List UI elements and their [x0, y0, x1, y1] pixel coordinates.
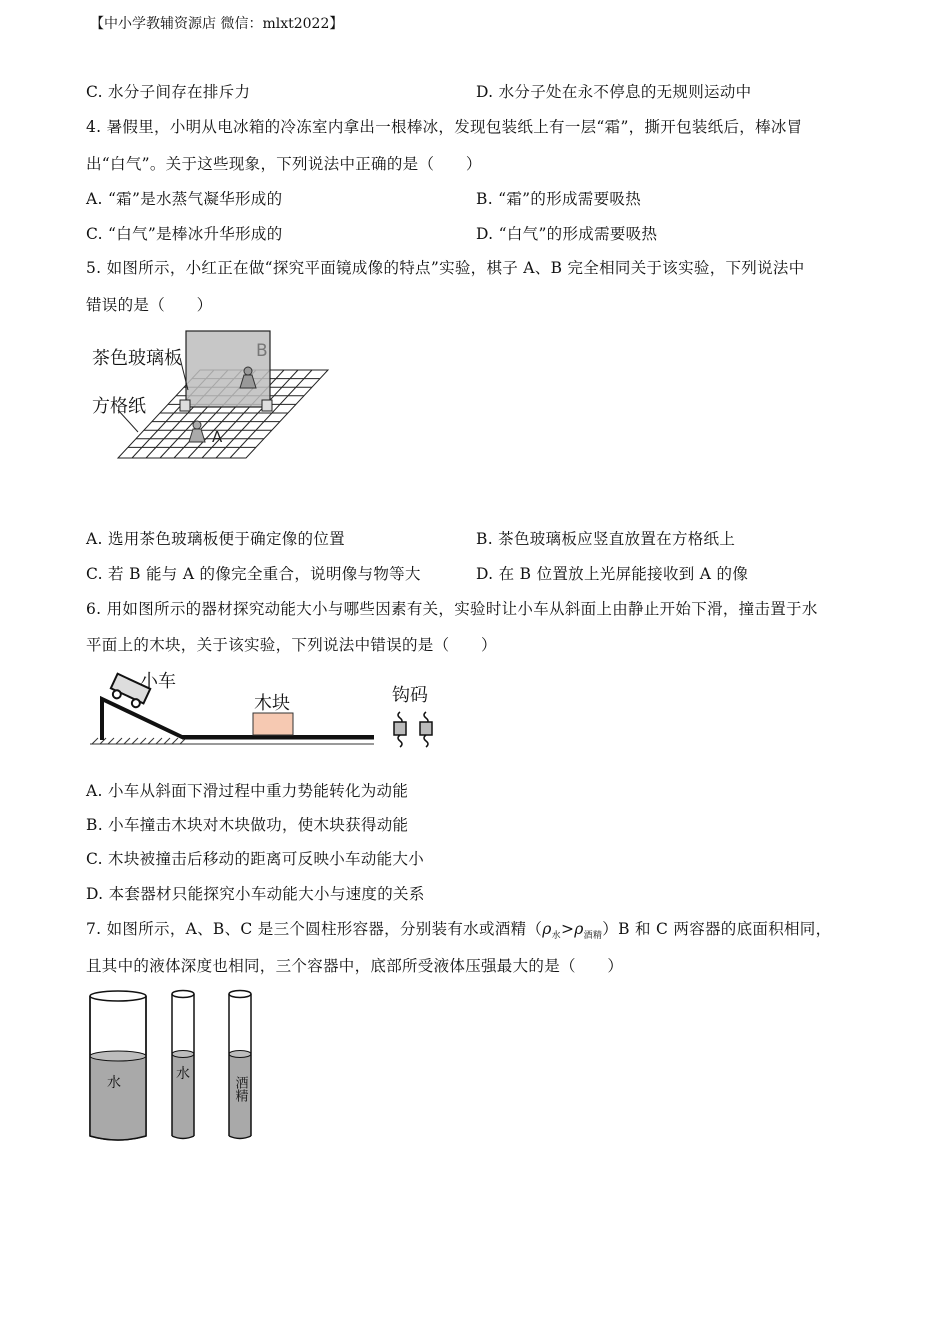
page-header: 【中小学教辅资源店 微信：mlxt2022】	[90, 16, 344, 32]
q4-option-a: A. “霜”是水蒸气凝华形成的	[86, 190, 283, 208]
greater-than: >	[560, 920, 575, 938]
container-b-label: 水	[176, 1066, 190, 1082]
container-a	[90, 991, 146, 1140]
cart-label: 小车	[140, 671, 176, 692]
q6-option-d: D. 本套器材只能探究小车动能大小与速度的关系	[86, 885, 425, 903]
glass-stand-left	[180, 400, 190, 411]
container-b	[172, 991, 194, 1139]
q6-option-c: C. 木块被撞击后移动的距离可反映小车动能大小	[86, 850, 425, 868]
q5-option-c: C. 若 B 能与 A 的像完全重合，说明像与物等大	[86, 565, 421, 583]
q5-option-a: A. 选用茶色玻璃板便于确定像的位置	[86, 530, 345, 548]
q7-stem-line1	[86, 917, 831, 941]
rho-symbol-2: ρ	[574, 920, 584, 938]
q6-option-a: A. 小车从斜面下滑过程中重力势能转化为动能	[86, 782, 409, 800]
q5-option-b: B. 茶色玻璃板应竖直放置在方格纸上	[476, 530, 736, 548]
hook-weights	[394, 712, 432, 747]
water-subscript: 水	[551, 931, 561, 942]
q6-stem-line1: 6. 用如图所示的器材探究动能大小与哪些因素有关，实验时让小车从斜面上由静止开始下滑，撞击置于水	[86, 600, 818, 618]
label-a: A	[212, 428, 223, 446]
ramp-and-track	[102, 699, 374, 740]
wooden-block	[253, 713, 293, 735]
label-b: B	[256, 341, 268, 361]
container-c	[229, 991, 251, 1139]
q3-option-c: C. 水分子间存在排斥力	[86, 83, 251, 101]
grid-label: 方格纸	[92, 396, 146, 417]
cylinders-figure	[86, 988, 261, 1146]
q3-option-d: D. 水分子处在永不停息的无规则运动中	[476, 83, 752, 101]
alcohol-subscript: 酒精	[583, 931, 603, 942]
container-c-label: 酒精	[232, 1076, 248, 1102]
block-label: 木块	[254, 693, 290, 714]
q6-stem-line2: 平面上的木块，关于该实验，下列说法中错误的是（ ）	[86, 636, 497, 654]
q4-option-c: C. “白气”是棒冰升华形成的	[86, 225, 283, 243]
q5-stem-line2: 错误的是（ ）	[86, 296, 213, 314]
q4-stem-line1: 4. 暑假里，小明从电冰箱的冷冻室内拿出一根棒冰，发现包装纸上有一层“霜”，撕开包装纸后，棒冰冒	[86, 118, 803, 136]
q4-option-d: D. “白气”的形成需要吸热	[476, 225, 658, 243]
q6-option-b: B. 小车撞击木块对木块做功，使木块获得动能	[86, 816, 409, 834]
q5-option-d: D. 在 B 位置放上光屏能接收到 A 的像	[476, 565, 749, 583]
glass-label: 茶色玻璃板	[92, 348, 182, 369]
q4-option-b: B. “霜”的形成需要吸热	[476, 190, 641, 208]
q7-stem-line2: 且其中的液体深度也相同，三个容器中，底部所受液体压强最大的是（ ）	[86, 957, 624, 975]
q7-stem-line1-end: ）B 和 C 两容器的底面积相同，	[602, 920, 832, 938]
rho-symbol-1: ρ	[542, 920, 552, 938]
container-a-label: 水	[107, 1075, 121, 1091]
q5-stem-line1: 5. 如图所示，小红正在做“探究平面镜成像的特点”实验，棋子 A、B 完全相同关于该实验，下列说法中	[86, 259, 805, 277]
glass-stand-right	[262, 400, 272, 411]
weights-label: 钩码	[392, 685, 428, 706]
q7-stem-line1-start: 7. 如图所示，A、B、C 是三个圆柱形容器，分别装有水或酒精（	[86, 920, 543, 938]
q4-stem-line2: 出“白气”。关于这些现象，下列说法中正确的是（ ）	[86, 155, 482, 173]
